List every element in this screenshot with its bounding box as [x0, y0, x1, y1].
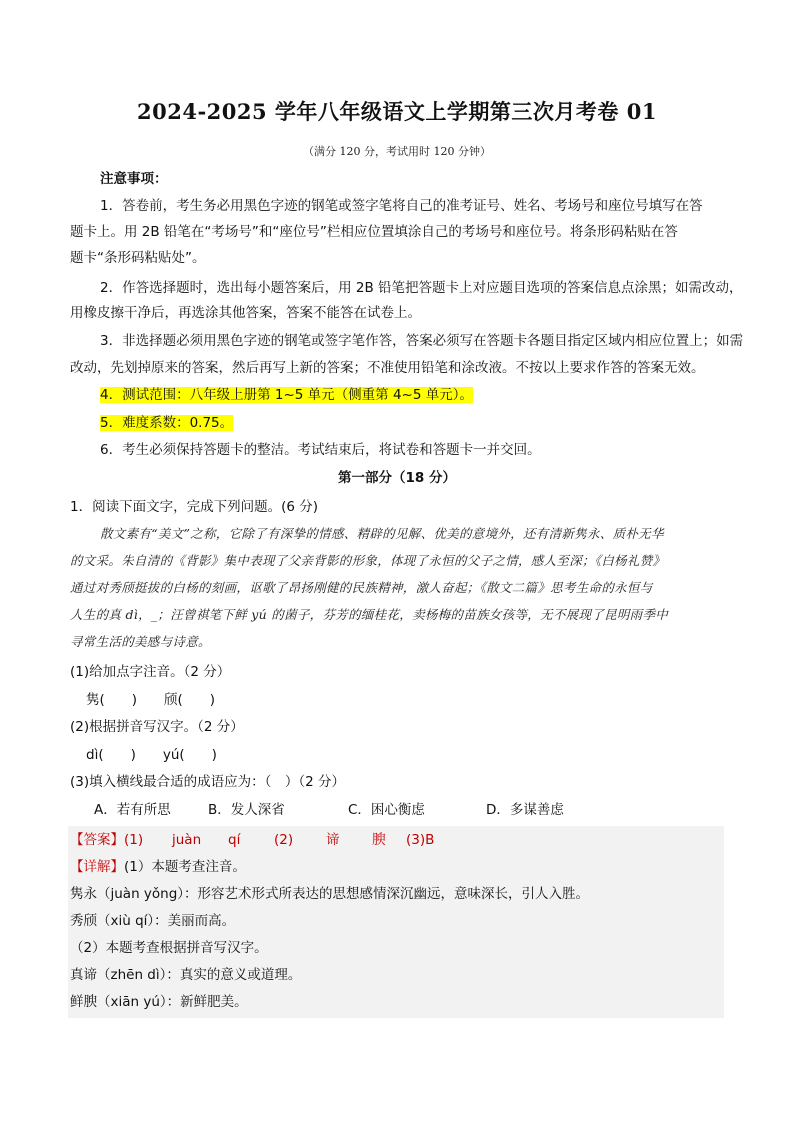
note-5-highlight: 5．难度系数：0.75。 — [100, 415, 234, 431]
answer-part: (2) — [274, 832, 294, 848]
passage-line: 通过对秀颀挺拔的白杨的刻画，讴歌了昂扬刚健的民族精神，激人奋起；《散文二篇》思考生命的永恒与 — [70, 580, 653, 595]
detail-tag: 【详解】 — [70, 859, 124, 875]
exam-subtitle: （满分 120 分，考试用时 120 分钟） — [303, 145, 491, 158]
answer-part: juàn — [172, 832, 202, 848]
option-c: C．困心衡虑 — [348, 802, 425, 818]
detail-intro-line — [70, 855, 722, 875]
detail-intro: (1）本题考查注音。 — [124, 859, 246, 875]
q1-sub2: (2)根据拼音写汉字。（2 分） — [70, 719, 244, 735]
answer-line — [70, 828, 722, 848]
option-d: D．多谋善虑 — [486, 802, 564, 818]
note-3-line-1: 3．非选择题必须用黑色字迹的钢笔或签字笔作答，答案必须写在答题卡各题目指定区域内相应位置上；如需 — [100, 333, 744, 349]
answer-part: 谛 — [326, 832, 340, 848]
notes-heading: 注意事项： — [100, 171, 168, 187]
option-a: A．若有所思 — [94, 802, 171, 818]
answer-part: (1) — [124, 832, 144, 848]
note-3-line-2: 改动，先划掉原来的答案，然后再写上新的答案；不准使用铅笔和涂改液。不按以上要求作答的答案无效。 — [70, 360, 705, 376]
q1-prompt: 1．阅读下面文字，完成下列问题。(6 分) — [70, 499, 319, 515]
answer-part: qí — [228, 832, 241, 848]
note-4-highlight: 4．测试范围：八年级上册第 1~5 单元（侧重第 4~5 单元）。 — [100, 387, 473, 403]
q1-options — [94, 800, 754, 820]
note-5 — [100, 413, 730, 433]
note-1-line-3: 题卡“条形码粘贴处”。 — [70, 250, 206, 266]
q1-sub1-items: 隽( ) 颀( ) — [86, 692, 216, 708]
note-2-line-2: 用橡皮擦干净后，再选涂其他答案，答案不能答在试卷上。 — [70, 305, 421, 321]
q1-sub3: (3)填入横线最合适的成语应为：（ ）（2 分） — [70, 774, 346, 790]
note-2-line-1: 2．作答选择题时，选出每小题答案后，用 2B 铅笔把答题卡上对应题目选项的答案信息点涂黑；如需改动， — [100, 280, 743, 296]
detail-line: 秀颀（xiù qí）：美丽而高。 — [70, 913, 236, 929]
detail-line: 鲜腴（xiān yú）：新鲜肥美。 — [70, 994, 248, 1010]
q1-sub1: (1)给加点字注音。（2 分） — [70, 664, 231, 680]
part-heading: 第一部分（18 分） — [338, 470, 456, 486]
answer-part: (3)B — [406, 832, 435, 848]
answer-part: 腴 — [372, 832, 386, 848]
passage-line: 的文采。朱自清的《背影》集中表现了父亲背影的形象，体现了永恒的父子之情，感人至深；《白杨礼赞》 — [70, 553, 666, 568]
note-4 — [100, 385, 730, 405]
option-b: B．发人深省 — [208, 802, 285, 818]
note-1-line-2: 题卡上。用 2B 铅笔在“考场号”和“座位号”栏相应位置填涂自己的考场号和座位号。将条形码粘贴在答 — [70, 224, 678, 240]
passage-line: 人生的真 dì，_；汪曾祺笔下鲜 yú 的菌子，芬芳的缅桂花，卖杨梅的苗族女孩等，无不展现了昆明雨季中 — [70, 607, 669, 622]
note-6: 6．考生必须保持答题卡的整洁。考试结束后，将试卷和答题卡一并交回。 — [100, 442, 541, 458]
q1-sub2-items: dì( ) yú( ) — [86, 747, 217, 763]
note-1-line-1: 1．答卷前，考生务必用黑色字迹的钢笔或签字笔将自己的准考证号、姓名、考场号和座位号填写在答 — [100, 198, 703, 214]
page-title: 2024-2025 学年八年级语文上学期第三次月考卷 01 — [137, 99, 657, 124]
detail-line: 隽永（juàn yǒng）：形容艺术形式所表达的思想感情深沉幽远，意味深长，引人入胜。 — [70, 886, 590, 902]
passage-line: 寻常生活的美感与诗意。 — [70, 634, 211, 649]
answer-tag: 【答案】 — [70, 832, 124, 848]
passage-line: 散文素有“美文”之称，它除了有深挚的情感、精辟的见解、优美的意境外，还有清新隽永、质朴无华 — [100, 526, 664, 541]
detail-line: 真谛（zhēn dì）：真实的意义或道理。 — [70, 967, 302, 983]
detail-line: （2）本题考查根据拼音写汉字。 — [70, 940, 268, 956]
